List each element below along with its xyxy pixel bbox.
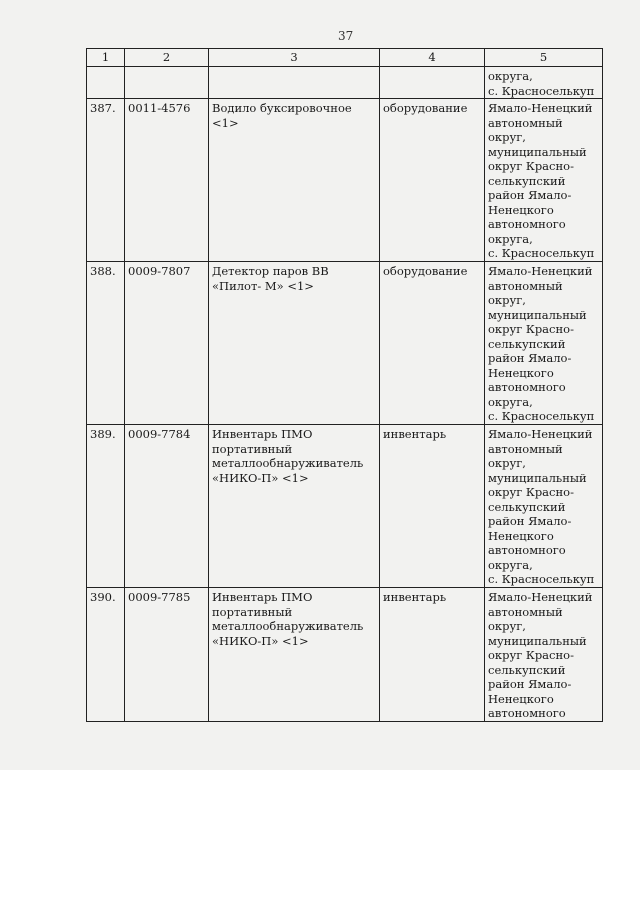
cell-code: 0009-7785 bbox=[125, 588, 209, 722]
location-line: муниципальный bbox=[488, 307, 587, 322]
cell-location bbox=[485, 67, 603, 99]
location-line: округ, bbox=[488, 130, 526, 144]
column-header: 2 bbox=[125, 49, 209, 67]
cell-number: 390. bbox=[87, 588, 125, 722]
location-line: с. Красноселькуп bbox=[488, 83, 595, 98]
location-line: округ, bbox=[488, 456, 526, 470]
location-line: автономный bbox=[488, 604, 563, 619]
location-line: автономный bbox=[488, 278, 563, 293]
cell-type: оборудование bbox=[380, 262, 485, 425]
location-line: Ненецкого bbox=[488, 202, 554, 217]
location-line: муниципальный bbox=[488, 470, 587, 485]
location-line: Ненецкого bbox=[488, 365, 554, 380]
location-line: район Ямало- bbox=[488, 514, 572, 528]
location-line: Ямало-Ненецкий bbox=[488, 427, 593, 441]
location-line: автономного bbox=[488, 217, 566, 231]
column-header: 5 bbox=[485, 49, 603, 67]
column-header: 1 bbox=[87, 49, 125, 67]
cell-code: 0011-4576 bbox=[125, 99, 209, 262]
location-line: автономный bbox=[488, 115, 563, 130]
location-line: округ Красно- bbox=[488, 485, 574, 499]
cell-location bbox=[485, 99, 603, 262]
location-line: с. Красноселькуп bbox=[488, 572, 595, 586]
location-line: округ, bbox=[488, 293, 526, 307]
cell-name: Водило буксировочное <1> bbox=[209, 99, 380, 262]
cell-code: 0009-7807 bbox=[125, 262, 209, 425]
location-line: Ямало-Ненецкий bbox=[488, 264, 593, 278]
location-line: селькупский bbox=[488, 662, 566, 677]
cell-location bbox=[485, 588, 603, 722]
location-line: район Ямало- bbox=[488, 677, 572, 691]
location-line: селькупский bbox=[488, 173, 566, 188]
location-line: Ненецкого bbox=[488, 528, 554, 543]
location-line: округ Красно- bbox=[488, 159, 574, 173]
location-line: автономного bbox=[488, 380, 566, 394]
location-line: с. Красноселькуп bbox=[488, 409, 595, 423]
registry-table bbox=[86, 48, 603, 722]
table-row bbox=[87, 588, 603, 722]
location-line: округ Красно- bbox=[488, 322, 574, 336]
cell-name bbox=[209, 67, 380, 99]
location-line: округ, bbox=[488, 619, 526, 633]
location-line: округа, bbox=[488, 231, 533, 246]
cell-name: Детектор паров ВВ «Пилот- М» <1> bbox=[209, 262, 380, 425]
header-row bbox=[87, 49, 603, 67]
location-line: округа, bbox=[488, 557, 533, 572]
location-line: Ямало-Ненецкий bbox=[488, 101, 593, 115]
location-line: район Ямало- bbox=[488, 351, 572, 365]
location-line: автономного bbox=[488, 543, 566, 557]
location-line: округ Красно- bbox=[488, 648, 574, 662]
column-header: 4 bbox=[380, 49, 485, 67]
cell-code: 0009-7784 bbox=[125, 425, 209, 588]
location-line: селькупский bbox=[488, 499, 566, 514]
location-line: с. Красноселькуп bbox=[488, 246, 595, 260]
location-line: округа, bbox=[488, 69, 533, 83]
location-line: район Ямало- bbox=[488, 188, 572, 202]
table-row bbox=[87, 262, 603, 425]
cell-number: 387. bbox=[87, 99, 125, 262]
cell-location bbox=[485, 262, 603, 425]
page-number: 37 bbox=[338, 29, 354, 43]
cell-type bbox=[380, 67, 485, 99]
column-header: 3 bbox=[209, 49, 380, 67]
location-line: округа, bbox=[488, 394, 533, 409]
location-line: автономный bbox=[488, 441, 563, 456]
continuation-row bbox=[87, 67, 603, 99]
cell-type: инвентарь bbox=[380, 425, 485, 588]
cell-type: оборудование bbox=[380, 99, 485, 262]
cell-type: инвентарь bbox=[380, 588, 485, 722]
location-line: селькупский bbox=[488, 336, 566, 351]
cell-name: Инвентарь ПМО портативный металлообнаруживатель «НИКО-П» <1> bbox=[209, 588, 380, 722]
location-line: автономного bbox=[488, 706, 566, 720]
table-row bbox=[87, 99, 603, 262]
table-row bbox=[87, 425, 603, 588]
location-line: муниципальный bbox=[488, 633, 587, 648]
location-line: Ненецкого bbox=[488, 691, 554, 706]
cell-number: 389. bbox=[87, 425, 125, 588]
cell-name: Инвентарь ПМО портативный металлообнаруживатель «НИКО-П» <1> bbox=[209, 425, 380, 588]
cell-code bbox=[125, 67, 209, 99]
cell-number: 388. bbox=[87, 262, 125, 425]
cell-number bbox=[87, 67, 125, 99]
cell-location bbox=[485, 425, 603, 588]
location-line: Ямало-Ненецкий bbox=[488, 590, 593, 604]
location-line: муниципальный bbox=[488, 144, 587, 159]
